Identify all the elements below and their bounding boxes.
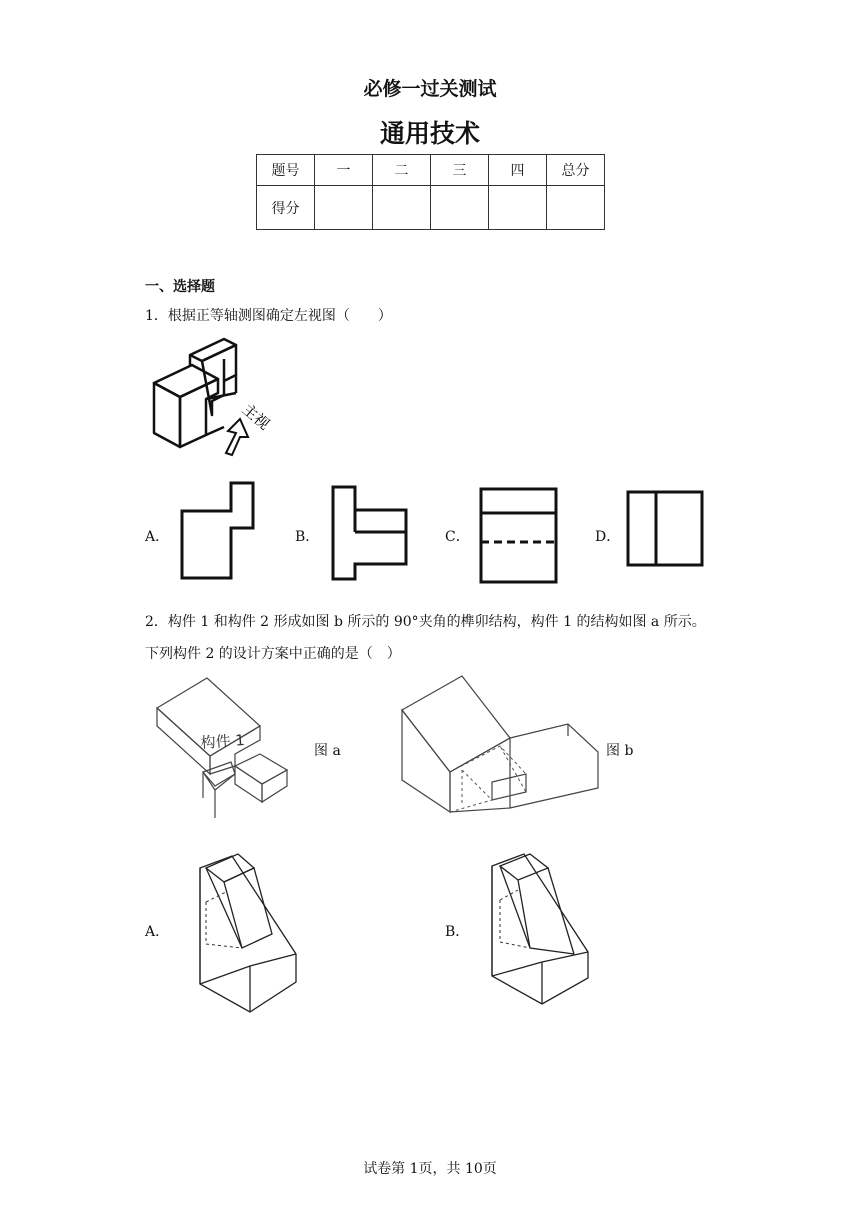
score-cell xyxy=(431,186,489,230)
section-heading: 一、选择题 xyxy=(145,279,215,295)
exam-subtitle: 必修一过关测试 xyxy=(363,78,497,100)
q1-option-c-label: C． xyxy=(445,529,470,545)
score-header-cell: 总分 xyxy=(547,155,605,186)
page-footer: 试卷第 1页，共 10页 xyxy=(363,1161,497,1177)
question-2-line2: 下列构件 2 的设计方案中正确的是（ ） xyxy=(145,646,401,662)
score-table-score-row xyxy=(257,186,605,230)
question-2-line1: 2．构件 1 和构件 2 形成如图 b 所示的 90°夹角的榫卯结构，构件 1 的结构如图 a 所示。 xyxy=(145,614,706,630)
score-cell xyxy=(489,186,547,230)
score-header-cell: 三 xyxy=(431,155,489,186)
q2-option-b-figure[interactable] xyxy=(488,844,592,1006)
q1-option-d-label: D． xyxy=(595,529,621,545)
q1-option-b-figure[interactable] xyxy=(330,484,410,582)
part-1-label: 构件 1 xyxy=(200,730,246,752)
score-header-cell: 二 xyxy=(373,155,431,186)
q2-option-a-label: A． xyxy=(145,924,170,940)
q2-figure-a xyxy=(155,678,295,818)
score-header-cell: 一 xyxy=(315,155,373,186)
score-row-label: 得分 xyxy=(257,186,315,230)
q1-option-a-figure[interactable] xyxy=(178,480,258,584)
figure-b-caption: 图 b xyxy=(606,743,634,759)
q1-option-b-label: B． xyxy=(295,529,320,545)
score-cell xyxy=(315,186,373,230)
q2-figure-b xyxy=(400,676,600,816)
arrow-label: 主视 xyxy=(238,400,274,434)
question-1-text: 1．根据正等轴测图确定左视图（ ） xyxy=(145,308,392,324)
q1-isometric-figure xyxy=(140,335,290,465)
score-cell xyxy=(373,186,431,230)
score-header-cell: 题号 xyxy=(257,155,315,186)
q1-option-c-figure[interactable] xyxy=(478,486,560,586)
figure-a-caption: 图 a xyxy=(314,743,341,759)
q1-option-a-label: A． xyxy=(145,529,170,545)
score-cell xyxy=(547,186,605,230)
score-header-cell: 四 xyxy=(489,155,547,186)
score-table xyxy=(256,154,605,230)
score-table-header-row xyxy=(257,155,605,186)
q1-option-d-figure[interactable] xyxy=(625,489,705,569)
q2-option-a-figure[interactable] xyxy=(192,844,304,1014)
exam-title: 通用技术 xyxy=(379,119,480,148)
q2-option-b-label: B． xyxy=(445,924,470,940)
